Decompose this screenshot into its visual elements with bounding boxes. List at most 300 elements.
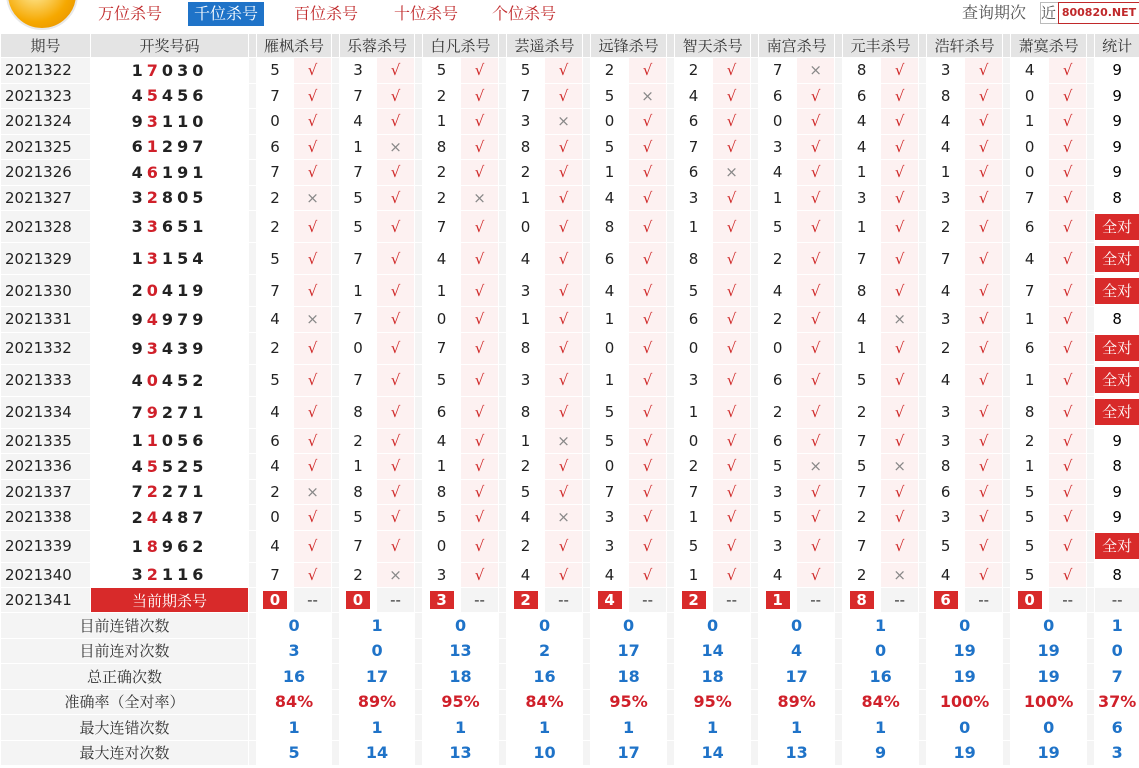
check-icon: √ [461, 160, 499, 186]
draw-digit-highlight: 4 [146, 507, 162, 527]
tab-position-5[interactable]: 个位杀号 [492, 4, 557, 23]
column-gap [667, 715, 675, 741]
check-icon: √ [713, 364, 751, 396]
column-gap [1087, 58, 1095, 84]
summary-value: 17 [340, 664, 415, 690]
column-gap [1087, 479, 1095, 505]
header-period: 期号 [1, 34, 91, 58]
kill-value: 2 [340, 428, 377, 454]
column-gap [332, 588, 340, 613]
kill-value: 4 [927, 364, 965, 396]
column-gap [583, 740, 591, 766]
all-correct-badge: 全对 [1095, 533, 1139, 559]
column-gap [1087, 530, 1095, 562]
summary-value: 1 [340, 715, 415, 741]
summary-value: 19 [927, 638, 1003, 664]
kill-value: 2 [257, 211, 294, 243]
kill-value: 8 [843, 275, 881, 307]
column-gap [583, 211, 591, 243]
kill-value: 7 [340, 243, 377, 275]
check-icon: √ [545, 243, 583, 275]
kill-value: 0 [423, 530, 461, 562]
summary-value: 89% [340, 689, 415, 715]
summary-value: 13 [759, 740, 835, 766]
tab-position-1[interactable]: 万位杀号 [98, 4, 163, 23]
kill-value: 7 [507, 83, 545, 109]
kill-value: 8 [340, 479, 377, 505]
column-gap [1003, 740, 1011, 766]
check-icon: √ [881, 505, 919, 531]
draw-digit: 1 [177, 281, 193, 300]
column-gap [415, 396, 423, 428]
column-gap [751, 332, 759, 364]
current-kill-badge: 2 [514, 591, 538, 609]
current-kill-value [507, 588, 545, 613]
check-icon: √ [881, 211, 919, 243]
summary-value: 37% [1095, 689, 1139, 715]
column-gap [751, 160, 759, 186]
column-gap [499, 211, 507, 243]
column-gap [249, 396, 257, 428]
column-gap [332, 664, 340, 690]
column-gap [919, 109, 927, 135]
check-icon: √ [461, 307, 499, 333]
column-gap [583, 307, 591, 333]
check-icon: √ [377, 211, 415, 243]
kill-value: 3 [675, 364, 713, 396]
check-icon: √ [545, 160, 583, 186]
column-gap [415, 160, 423, 186]
check-icon: √ [797, 275, 835, 307]
check-icon: √ [377, 479, 415, 505]
kill-value: 6 [759, 364, 797, 396]
draw-digit-highlight: 3 [146, 111, 162, 131]
kill-value: 5 [507, 479, 545, 505]
period-cell: 2021330 [1, 275, 91, 307]
kill-value: 0 [423, 307, 461, 333]
column-gap [667, 275, 675, 307]
check-icon: √ [797, 243, 835, 275]
column-gap [415, 332, 423, 364]
cross-icon: × [294, 307, 332, 333]
column-gap [583, 689, 591, 715]
kill-value: 7 [1011, 275, 1049, 307]
kill-value: 0 [1011, 83, 1049, 109]
check-icon: √ [461, 211, 499, 243]
check-icon: √ [294, 275, 332, 307]
check-icon: √ [1049, 243, 1087, 275]
summary-value: 100% [927, 689, 1003, 715]
kill-value: 5 [1011, 530, 1049, 562]
table-row [1, 364, 1139, 396]
kill-value: 3 [423, 562, 461, 588]
period-cell: 2021337 [1, 479, 91, 505]
check-icon: √ [377, 160, 415, 186]
kill-value: 6 [843, 83, 881, 109]
kill-value: 1 [507, 428, 545, 454]
kill-value: 2 [927, 211, 965, 243]
kill-value: 2 [843, 505, 881, 531]
column-gap [332, 275, 340, 307]
column-gap [1087, 505, 1095, 531]
column-gap [583, 396, 591, 428]
column-gap [1087, 364, 1095, 396]
stat-cell: 9 [1095, 505, 1139, 531]
period-cell: 2021329 [1, 243, 91, 275]
column-gap [583, 34, 591, 58]
summary-value: 19 [1011, 664, 1087, 690]
column-gap [583, 134, 591, 160]
check-icon: √ [881, 134, 919, 160]
column-gap [249, 243, 257, 275]
kill-value: 4 [591, 185, 629, 211]
column-gap [835, 307, 843, 333]
column-gap [1087, 664, 1095, 690]
column-gap [249, 109, 257, 135]
column-gap [1003, 109, 1011, 135]
column-gap [835, 562, 843, 588]
check-icon: √ [713, 109, 751, 135]
check-icon: √ [965, 109, 1003, 135]
kill-value: 4 [759, 562, 797, 588]
check-icon: √ [881, 109, 919, 135]
column-gap [1087, 134, 1095, 160]
check-icon: √ [881, 530, 919, 562]
check-icon: √ [965, 530, 1003, 562]
tab-position-4[interactable]: 十位杀号 [394, 4, 459, 23]
column-gap [415, 530, 423, 562]
kill-value: 5 [675, 275, 713, 307]
column-gap [835, 664, 843, 690]
kill-value: 2 [423, 160, 461, 186]
draw-digit: 2 [161, 137, 178, 157]
pending-mark: -- [965, 588, 1003, 613]
column-gap [415, 307, 423, 333]
current-kill-badge: 4 [598, 591, 622, 609]
query-period-select[interactable]: 近 [1040, 2, 1062, 24]
column-gap [249, 275, 257, 307]
stat-cell: 9 [1095, 134, 1139, 160]
table-row [1, 243, 1139, 275]
pending-mark: -- [377, 588, 415, 613]
column-gap [332, 530, 340, 562]
summary-value: 1 [1095, 613, 1139, 639]
check-icon: √ [797, 364, 835, 396]
kill-value: 5 [423, 364, 461, 396]
draw-digit: 7 [177, 482, 193, 502]
kill-value: 8 [843, 58, 881, 84]
column-gap [667, 479, 675, 505]
check-icon: √ [965, 454, 1003, 480]
check-icon: √ [629, 243, 667, 275]
column-gap [919, 160, 927, 186]
column-gap [1003, 185, 1011, 211]
column-gap [919, 740, 927, 766]
summary-value: 3 [1095, 740, 1139, 766]
kill-value: 4 [257, 396, 294, 428]
column-gap [667, 243, 675, 275]
pending-mark: -- [797, 588, 835, 613]
draw-digit: 7 [131, 482, 147, 502]
draw-digit: 1 [177, 565, 193, 585]
draw-digit: 4 [161, 370, 178, 390]
column-gap [1003, 58, 1011, 84]
check-icon: √ [881, 396, 919, 428]
cross-icon: × [545, 428, 583, 454]
check-icon: √ [377, 364, 415, 396]
check-icon: √ [377, 185, 415, 211]
draw-digit: 5 [177, 431, 193, 451]
column-gap [332, 243, 340, 275]
summary-value: 0 [423, 613, 499, 639]
header-expert-6: 智天杀号 [675, 34, 751, 58]
current-kill-value [927, 588, 965, 613]
kill-value: 7 [340, 364, 377, 396]
kill-value: 0 [1011, 134, 1049, 160]
current-kill-badge: 0 [1018, 591, 1042, 609]
draw-digit: 3 [177, 60, 193, 80]
kill-value: 2 [423, 83, 461, 109]
draw-digit: 2 [131, 281, 147, 300]
period-cell: 2021338 [1, 505, 91, 531]
draw-digit: 9 [192, 281, 208, 300]
column-gap [332, 364, 340, 396]
draw-digit: 2 [131, 507, 147, 527]
kill-value: 0 [257, 109, 294, 135]
check-icon: √ [1049, 185, 1087, 211]
check-icon: √ [629, 396, 667, 428]
check-icon: √ [1049, 505, 1087, 531]
check-icon: √ [629, 109, 667, 135]
check-icon: √ [965, 479, 1003, 505]
summary-value: 95% [423, 689, 499, 715]
column-gap [919, 689, 927, 715]
column-gap [583, 613, 591, 639]
check-icon: √ [545, 364, 583, 396]
column-gap [919, 638, 927, 664]
draw-digit: 6 [192, 86, 208, 106]
column-gap [751, 134, 759, 160]
column-gap [835, 479, 843, 505]
column-gap [499, 134, 507, 160]
column-gap [835, 275, 843, 307]
header-expert-2: 乐蓉杀号 [340, 34, 415, 58]
column-gap [415, 83, 423, 109]
column-gap [835, 613, 843, 639]
column-gap [919, 664, 927, 690]
draw-digit: 6 [192, 431, 208, 451]
check-icon: √ [294, 505, 332, 531]
column-gap [1087, 740, 1095, 766]
check-icon: √ [1049, 109, 1087, 135]
kill-value: 7 [843, 479, 881, 505]
kill-value: 8 [507, 332, 545, 364]
column-gap [499, 109, 507, 135]
draw-digit: 6 [161, 217, 178, 236]
check-icon: √ [1049, 211, 1087, 243]
column-gap [415, 689, 423, 715]
check-icon: √ [713, 243, 751, 275]
check-icon: √ [881, 243, 919, 275]
draw-digit: 1 [131, 249, 147, 268]
kill-value: 8 [927, 454, 965, 480]
column-gap [415, 505, 423, 531]
column-gap [751, 364, 759, 396]
column-gap [835, 58, 843, 84]
summary-value: 17 [591, 740, 667, 766]
kill-value: 4 [423, 243, 461, 275]
column-gap [919, 83, 927, 109]
kill-value: 4 [843, 307, 881, 333]
column-gap [249, 454, 257, 480]
check-icon: √ [629, 211, 667, 243]
check-icon: √ [461, 396, 499, 428]
kill-value: 7 [843, 428, 881, 454]
check-icon: √ [965, 396, 1003, 428]
current-kill-value [1011, 588, 1049, 613]
column-gap [919, 562, 927, 588]
check-icon: √ [461, 275, 499, 307]
kill-value: 2 [507, 530, 545, 562]
column-gap [667, 396, 675, 428]
header-stat: 统计 [1095, 34, 1139, 58]
summary-value: 89% [759, 689, 835, 715]
stat-cell [1095, 530, 1139, 562]
check-icon: √ [965, 243, 1003, 275]
summary-value: 0 [257, 613, 332, 639]
draw-digit: 6 [177, 536, 193, 556]
check-icon: √ [1049, 479, 1087, 505]
check-icon: √ [377, 243, 415, 275]
column-gap [415, 109, 423, 135]
kill-value: 3 [927, 58, 965, 84]
kill-value: 4 [340, 109, 377, 135]
check-icon: √ [713, 83, 751, 109]
column-gap [249, 689, 257, 715]
kill-value: 5 [507, 58, 545, 84]
kill-value: 4 [257, 530, 294, 562]
cross-icon: × [294, 479, 332, 505]
column-gap [1087, 275, 1095, 307]
check-icon: √ [965, 134, 1003, 160]
draw-digit: 5 [192, 188, 208, 208]
draw-digit: 1 [192, 217, 208, 236]
summary-value: 17 [759, 664, 835, 690]
kill-value: 5 [1011, 562, 1049, 588]
draw-digit: 1 [161, 565, 178, 585]
check-icon: √ [881, 185, 919, 211]
header-row [1, 34, 1139, 58]
draw-digit: 9 [192, 338, 208, 358]
draw-number [91, 505, 249, 531]
column-gap [1087, 185, 1095, 211]
column-gap [835, 740, 843, 766]
tab-position-3[interactable]: 百位杀号 [294, 4, 359, 23]
check-icon: √ [881, 428, 919, 454]
draw-digit: 1 [131, 60, 147, 80]
query-period-label: 查询期次 [962, 3, 1027, 22]
column-gap [751, 275, 759, 307]
kill-value: 3 [340, 58, 377, 84]
period-cell: 2021323 [1, 83, 91, 109]
kill-value: 4 [675, 83, 713, 109]
kill-value: 1 [507, 185, 545, 211]
check-icon: √ [797, 160, 835, 186]
column-gap [919, 396, 927, 428]
current-kill-badge: 0 [263, 591, 287, 609]
kill-value: 0 [1011, 160, 1049, 186]
period-cell: 2021333 [1, 364, 91, 396]
kill-value: 3 [675, 185, 713, 211]
kill-value: 8 [591, 211, 629, 243]
column-gap [249, 664, 257, 690]
check-icon: √ [545, 562, 583, 588]
check-icon: √ [545, 275, 583, 307]
tab-position-2[interactable]: 千位杀号 [188, 2, 264, 26]
column-gap [332, 58, 340, 84]
kill-value: 4 [927, 275, 965, 307]
check-icon: √ [713, 479, 751, 505]
column-gap [1003, 396, 1011, 428]
period-cell: 2021332 [1, 332, 91, 364]
column-gap [415, 185, 423, 211]
period-cell: 2021335 [1, 428, 91, 454]
column-gap [249, 185, 257, 211]
check-icon: √ [294, 562, 332, 588]
kill-value: 1 [340, 454, 377, 480]
check-icon: √ [629, 562, 667, 588]
column-gap [415, 562, 423, 588]
check-icon: √ [1049, 562, 1087, 588]
column-gap [667, 83, 675, 109]
summary-value: 13 [423, 638, 499, 664]
check-icon: √ [797, 185, 835, 211]
column-gap [332, 332, 340, 364]
kill-value: 1 [927, 160, 965, 186]
summary-value: 0 [927, 613, 1003, 639]
column-gap [583, 715, 591, 741]
kill-value: 2 [675, 454, 713, 480]
kill-value: 2 [257, 332, 294, 364]
kill-value: 6 [759, 83, 797, 109]
column-gap [415, 275, 423, 307]
current-kill-button[interactable]: 当前期杀号 [91, 588, 249, 613]
column-gap [667, 185, 675, 211]
kill-value: 1 [340, 275, 377, 307]
draw-digit: 3 [131, 188, 147, 208]
check-icon: √ [294, 83, 332, 109]
draw-digit: 4 [131, 162, 147, 182]
column-gap [751, 83, 759, 109]
check-icon: √ [1049, 454, 1087, 480]
draw-digit: 1 [161, 162, 178, 182]
kill-value: 3 [843, 185, 881, 211]
pending-mark: -- [713, 588, 751, 613]
stat-cell: 8 [1095, 185, 1139, 211]
column-gap [332, 454, 340, 480]
kill-value: 7 [257, 275, 294, 307]
draw-digit: 0 [192, 60, 208, 80]
column-gap [583, 664, 591, 690]
current-kill-value [340, 588, 377, 613]
column-gap [919, 505, 927, 531]
column-gap [751, 34, 759, 58]
column-gap [332, 638, 340, 664]
draw-digit: 5 [177, 86, 193, 106]
kill-value: 8 [927, 83, 965, 109]
check-icon: √ [629, 454, 667, 480]
check-icon: √ [377, 505, 415, 531]
